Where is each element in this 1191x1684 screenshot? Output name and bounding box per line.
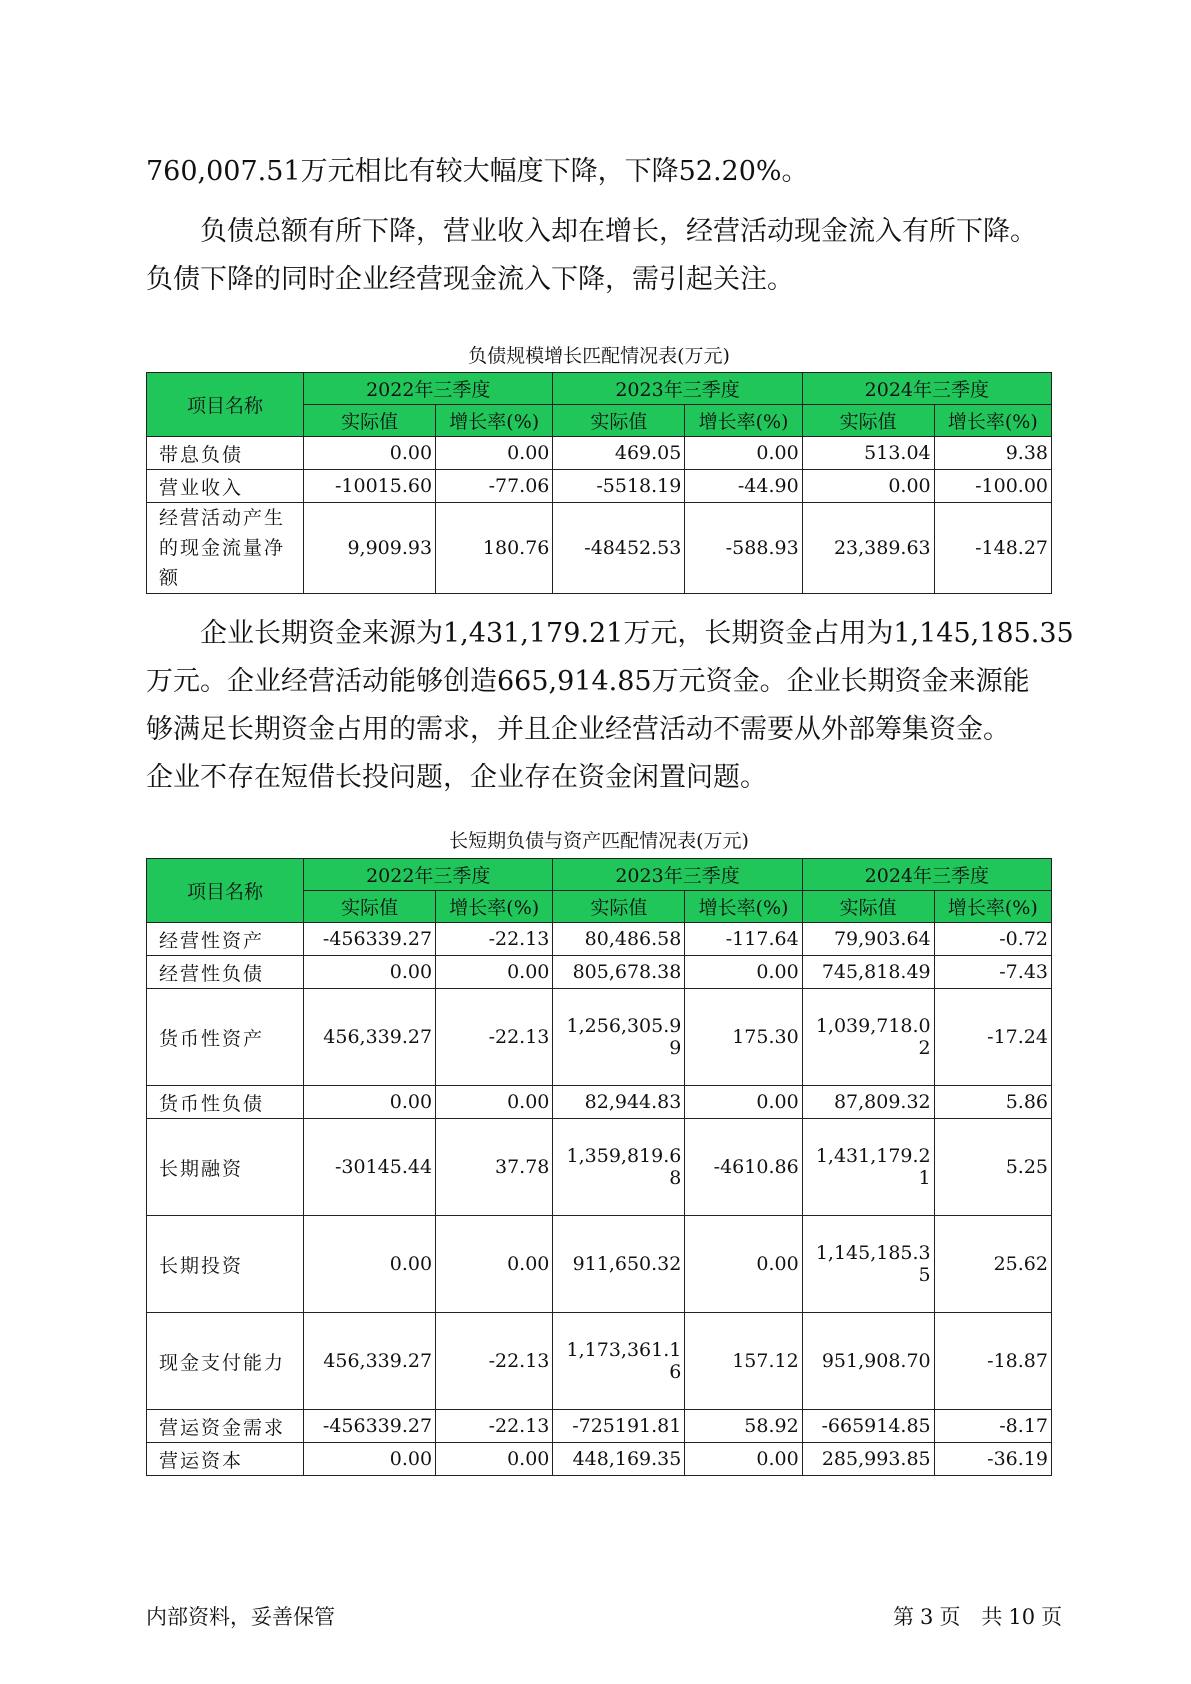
growth-rate-cell: 157.12	[685, 1313, 802, 1410]
row-label: 营业收入	[147, 470, 304, 503]
item-name-header: 项目名称	[147, 859, 304, 923]
growth-rate-cell: -22.13	[436, 989, 553, 1086]
paragraph-line: 企业长期资金来源为1,431,179.21万元，长期资金占用为1,145,185.35	[146, 618, 1074, 649]
period-header: 2022年三季度	[304, 373, 553, 405]
table-row	[147, 1216, 1052, 1313]
actual-value-cell: 1,359,819.68	[553, 1119, 685, 1216]
table-row	[147, 923, 1052, 956]
growth-rate-cell: 0.00	[436, 1443, 553, 1476]
actual-value-cell: 0.00	[304, 1443, 436, 1476]
growth-rate-cell: -8.17	[934, 1410, 1051, 1443]
period-header: 2023年三季度	[553, 373, 802, 405]
actual-value-cell: 0.00	[802, 470, 934, 503]
growth-rate-cell: -100.00	[934, 470, 1051, 503]
actual-value-cell: 469.05	[553, 437, 685, 470]
actual-value-header: 实际值	[304, 405, 436, 437]
actual-value-cell: -456339.27	[304, 923, 436, 956]
growth-rate-cell: -0.72	[934, 923, 1051, 956]
table-row	[147, 1443, 1052, 1476]
period-header: 2022年三季度	[304, 859, 553, 891]
actual-value-cell: 456,339.27	[304, 1313, 436, 1410]
actual-value-cell: 1,039,718.02	[802, 989, 934, 1086]
growth-rate-cell: 175.30	[685, 989, 802, 1086]
actual-value-cell: 448,169.35	[553, 1443, 685, 1476]
growth-rate-cell: -22.13	[436, 923, 553, 956]
page-suffix: 页	[1041, 1605, 1063, 1629]
paragraph-line: 负债下降的同时企业经营现金流入下降，需引起关注。	[146, 264, 794, 295]
row-label: 货币性负债	[147, 1086, 304, 1119]
growth-rate-cell: 0.00	[436, 437, 553, 470]
growth-rate-cell: 180.76	[436, 503, 553, 594]
table-row	[147, 1313, 1052, 1410]
growth-rate-cell: -77.06	[436, 470, 553, 503]
growth-rate-cell: -4610.86	[685, 1119, 802, 1216]
actual-value-cell: 911,650.32	[553, 1216, 685, 1313]
growth-rate-header: 增长率(%)	[934, 891, 1051, 923]
actual-value-cell: 1,256,305.99	[553, 989, 685, 1086]
table-row	[147, 989, 1052, 1086]
actual-value-cell: 0.00	[304, 437, 436, 470]
table-row	[147, 1086, 1052, 1119]
actual-value-header: 实际值	[553, 891, 685, 923]
growth-rate-header: 增长率(%)	[685, 891, 802, 923]
actual-value-cell: 87,809.32	[802, 1086, 934, 1119]
actual-value-cell: -30145.44	[304, 1119, 436, 1216]
paragraph-1	[146, 148, 1076, 196]
page-total: 10	[1008, 1605, 1036, 1629]
growth-rate-cell: -36.19	[934, 1443, 1051, 1476]
growth-rate-cell: -7.43	[934, 956, 1051, 989]
actual-value-cell: 1,145,185.35	[802, 1216, 934, 1313]
paragraph-line: 760,007.51万元相比有较大幅度下降，下降52.20%。	[146, 156, 809, 187]
growth-rate-cell: 9.38	[934, 437, 1051, 470]
growth-rate-cell: 5.25	[934, 1119, 1051, 1216]
paragraph-line: 万元。企业经营活动能够创造665,914.85万元资金。企业长期资金来源能	[146, 666, 1030, 697]
actual-value-cell: 1,173,361.16	[553, 1313, 685, 1410]
actual-value-cell: 80,486.58	[553, 923, 685, 956]
growth-rate-cell: 58.92	[685, 1410, 802, 1443]
table-row	[147, 1119, 1052, 1216]
actual-value-cell: 9,909.93	[304, 503, 436, 594]
row-label: 营运资本	[147, 1443, 304, 1476]
actual-value-cell: -10015.60	[304, 470, 436, 503]
growth-rate-cell: 25.62	[934, 1216, 1051, 1313]
table-row	[147, 470, 1052, 503]
actual-value-header: 实际值	[553, 405, 685, 437]
actual-value-cell: 456,339.27	[304, 989, 436, 1086]
actual-value-cell: 0.00	[304, 1086, 436, 1119]
row-label: 经营性资产	[147, 923, 304, 956]
row-label: 经营活动产生的现金流量净额	[147, 503, 304, 594]
actual-value-cell: -725191.81	[553, 1410, 685, 1443]
growth-rate-cell: -148.27	[934, 503, 1051, 594]
growth-rate-cell: 5.86	[934, 1086, 1051, 1119]
growth-rate-cell: 0.00	[685, 956, 802, 989]
long-short-term-match-table	[146, 858, 1052, 1476]
growth-rate-header: 增长率(%)	[436, 891, 553, 923]
table1-caption: 负债规模增长匹配情况表(万元)	[468, 345, 730, 367]
actual-value-cell: 0.00	[304, 1216, 436, 1313]
growth-rate-cell: 0.00	[436, 1216, 553, 1313]
paragraph-3	[146, 610, 1076, 802]
actual-value-cell: -665914.85	[802, 1410, 934, 1443]
table2-caption: 长短期负债与资产匹配情况表(万元)	[449, 830, 749, 852]
row-label: 现金支付能力	[147, 1313, 304, 1410]
actual-value-header: 实际值	[802, 405, 934, 437]
growth-rate-cell: 0.00	[436, 1086, 553, 1119]
actual-value-cell: 745,818.49	[802, 956, 934, 989]
page-mid: 页 共	[939, 1605, 1003, 1629]
growth-rate-cell: -588.93	[685, 503, 802, 594]
growth-rate-cell: 0.00	[436, 956, 553, 989]
actual-value-header: 实际值	[802, 891, 934, 923]
growth-rate-header: 增长率(%)	[685, 405, 802, 437]
row-label: 长期投资	[147, 1216, 304, 1313]
page-number	[890, 1601, 1063, 1631]
actual-value-cell: 79,903.64	[802, 923, 934, 956]
growth-rate-cell: -44.90	[685, 470, 802, 503]
page-current: 3	[920, 1605, 934, 1629]
actual-value-cell: 951,908.70	[802, 1313, 934, 1410]
growth-rate-cell: 37.78	[436, 1119, 553, 1216]
growth-rate-cell: -22.13	[436, 1313, 553, 1410]
growth-rate-cell: 0.00	[685, 437, 802, 470]
actual-value-cell: 23,389.63	[802, 503, 934, 594]
growth-rate-header: 增长率(%)	[934, 405, 1051, 437]
table-row	[147, 437, 1052, 470]
actual-value-cell: -48452.53	[553, 503, 685, 594]
actual-value-cell: 82,944.83	[553, 1086, 685, 1119]
table-row	[147, 1410, 1052, 1443]
growth-rate-cell: -18.87	[934, 1313, 1051, 1410]
row-label: 货币性资产	[147, 989, 304, 1086]
growth-rate-header: 增长率(%)	[436, 405, 553, 437]
table-row	[147, 503, 1052, 594]
growth-rate-cell: 0.00	[685, 1443, 802, 1476]
growth-rate-cell: 0.00	[685, 1086, 802, 1119]
table-row	[147, 956, 1052, 989]
paragraph-2	[146, 208, 1076, 304]
actual-value-cell: 805,678.38	[553, 956, 685, 989]
period-header: 2023年三季度	[553, 859, 802, 891]
paragraph-line: 企业不存在短借长投问题，企业存在资金闲置问题。	[146, 762, 767, 793]
actual-value-cell: 0.00	[304, 956, 436, 989]
period-header: 2024年三季度	[802, 859, 1051, 891]
actual-value-cell: 285,993.85	[802, 1443, 934, 1476]
growth-rate-cell: -17.24	[934, 989, 1051, 1086]
actual-value-header: 实际值	[304, 891, 436, 923]
item-name-header: 项目名称	[147, 373, 304, 437]
paragraph-line: 够满足长期资金占用的需求，并且企业经营活动不需要从外部筹集资金。	[146, 714, 1010, 745]
actual-value-cell: -5518.19	[553, 470, 685, 503]
period-header: 2024年三季度	[802, 373, 1051, 405]
page-prefix: 第	[893, 1605, 914, 1629]
growth-rate-cell: 0.00	[685, 1216, 802, 1313]
actual-value-cell: -456339.27	[304, 1410, 436, 1443]
row-label: 营运资金需求	[147, 1410, 304, 1443]
paragraph-line: 负债总额有所下降，营业收入却在增长，经营活动现金流入有所下降。	[146, 216, 1037, 247]
footer-confidential-note: 内部资料，妥善保管	[146, 1605, 335, 1629]
row-label: 带息负债	[147, 437, 304, 470]
actual-value-cell: 513.04	[802, 437, 934, 470]
row-label: 长期融资	[147, 1119, 304, 1216]
growth-rate-cell: -117.64	[685, 923, 802, 956]
row-label: 经营性负债	[147, 956, 304, 989]
growth-rate-cell: -22.13	[436, 1410, 553, 1443]
debt-growth-match-table	[146, 372, 1052, 594]
actual-value-cell: 1,431,179.21	[802, 1119, 934, 1216]
